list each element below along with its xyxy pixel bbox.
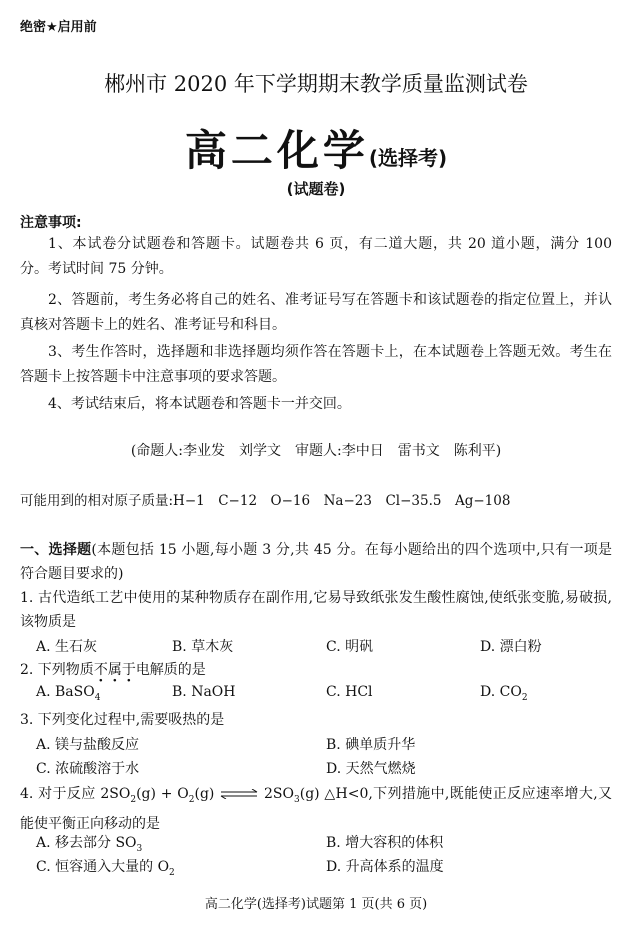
q3-option-b: B. 碘单质升华 bbox=[326, 737, 416, 753]
q2-stem-pre: 2. 下列物质 bbox=[20, 662, 94, 678]
q4-option-d: D. 升高体系的温度 bbox=[326, 859, 444, 875]
question-3-stem: 3. 下列变化过程中,需要吸热的是 bbox=[20, 712, 225, 728]
question-2-options bbox=[36, 684, 616, 706]
page-footer: 高二化学(选择考)试题第 1 页(共 6 页) bbox=[204, 897, 428, 912]
section-1-label: 一、选择题 bbox=[20, 542, 92, 558]
authors-line: (命题人:李业发 刘学文 审题人:李中日 雷书文 陈利平) bbox=[130, 443, 502, 459]
q2-option-d: D. $CO_2$ bbox=[480, 684, 528, 703]
q2-stem-emphasis bbox=[94, 662, 136, 678]
emphasis-char: 不 bbox=[93, 662, 108, 678]
section-1-desc: (本题包括 15 小题,每小题 3 分,共 45 分。在每小题给出的四个选项中,只有一项是符合题目要求的) bbox=[20, 542, 612, 582]
subject-type: (选择考) bbox=[368, 146, 448, 170]
question-3-options-row2 bbox=[36, 758, 616, 780]
note-2: 2、答题前，考生务必将自己的姓名、准考证号写在答题卡和该试题卷的指定位置上，并认真核对答题卡上的姓名、准考证号和科目。 bbox=[20, 292, 612, 333]
q2-option-a: A. BaSO$_4$ bbox=[36, 684, 101, 703]
q4-option-c: C. 恒容通入大量的 $O_2$ bbox=[36, 859, 175, 878]
note-3: 3、考生作答时，选择题和非选择题均须作答在答题卡上，在本试题卷上答题无效。考生在答题卡上按答题卡中注意事项的要求答题。 bbox=[20, 344, 612, 385]
notes-heading: 注意事项: bbox=[20, 215, 82, 231]
q3-option-d: D. 天然气燃烧 bbox=[326, 761, 416, 777]
subject-name: 高二化学 bbox=[184, 126, 369, 175]
atomic-masses: 可能用到的相对原子质量:H−1 C−12 O−16 Na−23 Cl−35.5 Ag−108 bbox=[20, 493, 511, 509]
q2-option-b: B. NaOH bbox=[172, 684, 236, 700]
q1-option-b: B. 草木灰 bbox=[172, 639, 234, 655]
paper-type: (试题卷) bbox=[286, 180, 346, 198]
question-2-stem bbox=[20, 658, 612, 682]
section-1-header bbox=[20, 538, 612, 586]
q1-option-d: D. 漂白粉 bbox=[480, 639, 542, 655]
q4-option-b: B. 增大容积的体积 bbox=[326, 835, 444, 851]
question-1-stem: 1. 古代造纸工艺中使用的某种物质存在副作用,它易导致纸张发生酸性腐蚀,使纸张变脆,易破损,该物质是 bbox=[20, 590, 612, 630]
question-3-options-row1 bbox=[36, 734, 616, 756]
question-1-options bbox=[36, 636, 616, 658]
q2-option-c: C. HCl bbox=[326, 684, 373, 700]
subject-title bbox=[0, 118, 632, 178]
emphasis-char: 属 bbox=[107, 662, 122, 678]
emphasis-char: 于 bbox=[121, 662, 136, 678]
note-4: 4、考试结束后，将本试题卷和答题卡一并交回。 bbox=[48, 396, 351, 412]
q4-option-a: A. 移去部分 $SO_3$ bbox=[36, 835, 143, 854]
question-4-stem: 4. 对于反应 $2SO_2(g) + O_2(g)$ $2SO_3(g)$ △H<0,下列措施中,既能使正反应速率增大,又能使平衡正向移动的是 bbox=[20, 786, 613, 832]
note-1: 1、本试卷分试题卷和答题卡。试题卷共 6 页，有二道大题，共 20 道小题，满分 100 分。考试时间 75 分钟。 bbox=[20, 236, 612, 277]
q1-option-a: A. 生石灰 bbox=[36, 639, 98, 655]
exam-title: 郴州市 2020 年下学期期末教学质量监测试卷 bbox=[104, 72, 528, 96]
q2-stem-post: 电解质的是 bbox=[135, 662, 206, 678]
secret-label: 绝密★启用前 bbox=[20, 20, 97, 35]
q1-option-c: C. 明矾 bbox=[326, 639, 374, 655]
question-4-options-row1 bbox=[36, 832, 616, 854]
question-4-options-row2 bbox=[36, 856, 616, 878]
q3-option-c: C. 浓硫酸溶于水 bbox=[36, 761, 140, 777]
q3-option-a: A. 镁与盐酸反应 bbox=[36, 737, 140, 753]
equilibrium-arrow-icon bbox=[219, 789, 259, 799]
